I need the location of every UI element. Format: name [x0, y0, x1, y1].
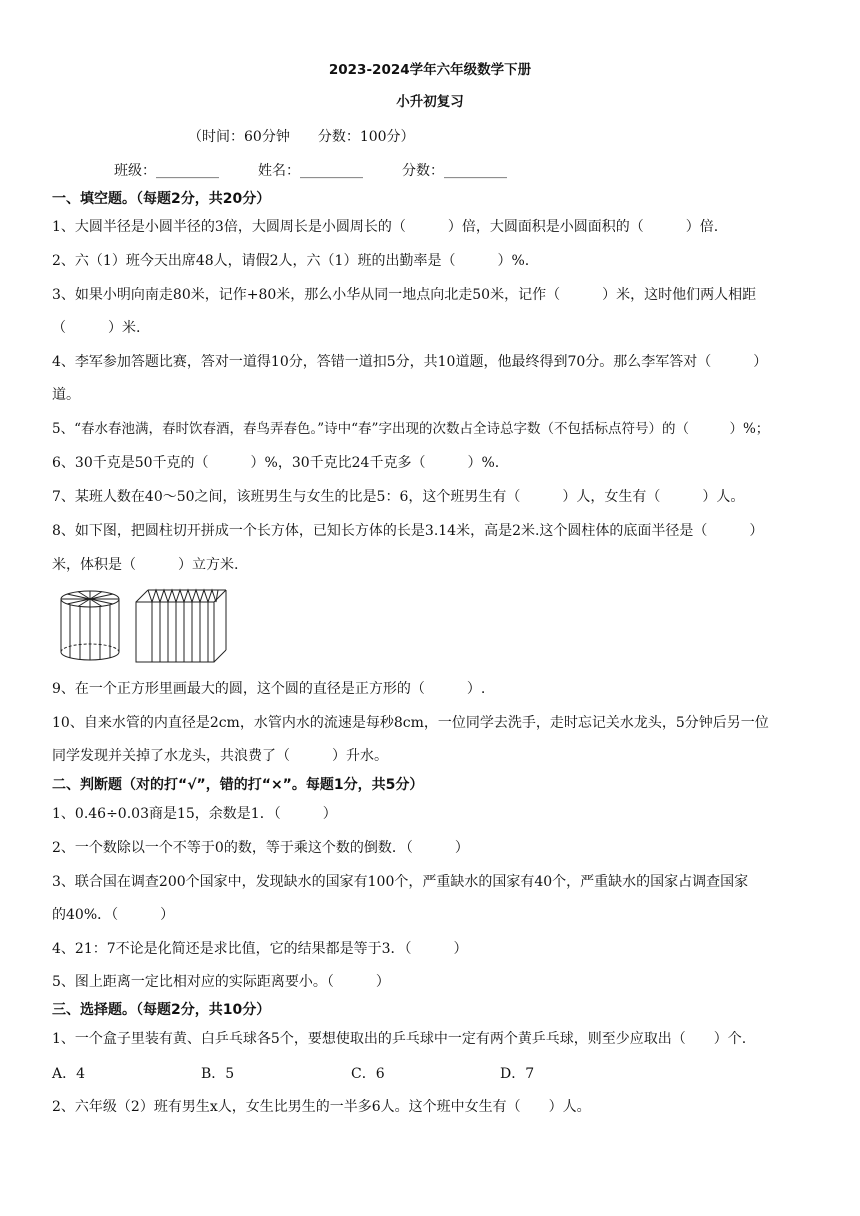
name-field: 姓名：_________	[258, 163, 363, 179]
s3-q1-option-c: C．6	[351, 1066, 385, 1082]
s3-question-2: 2、六年级（2）班有男生x人，女生比男生的一半多6人。这个班中女生有（ ）人。	[52, 1099, 591, 1115]
s1-question-5: 5、“春水春池满，春时饮春酒，春鸟弄春色。”诗中“春”字出现的次数占全诗总字数（不包括标点符号）的（ ）%；	[52, 421, 770, 437]
class-field: 班级：_________	[114, 163, 219, 179]
s1-question-8: 8、如下图，把圆柱切开拼成一个长方体，已知长方体的长是3.14米，高是2米.这个圆柱体的底面半径是（ ）	[52, 523, 764, 539]
s1-question-10-cont: 同学发现并关掉了水龙头，共浪费了（ ）升水。	[52, 748, 388, 764]
s1-question-4-cont: 道。	[52, 387, 80, 403]
s3-q1-option-b: B．5	[201, 1066, 235, 1082]
s2-question-4: 4、21：7不论是化简还是求比值，它的结果都是等于3．（ ）	[52, 941, 468, 957]
s1-question-3-cont: （ ）米.	[52, 320, 141, 336]
s1-question-9: 9、在一个正方形里画最大的圆，这个圆的直径是正方形的（ ）.	[52, 681, 486, 697]
s1-question-7: 7、某班人数在40～50之间，该班男生与女生的比是5：6，这个班男生有（ ）人，女生有（ ）人。	[52, 489, 745, 505]
page-subtitle: 小升初复习	[396, 94, 464, 110]
s2-question-3-cont: 的40%．（ ）	[52, 907, 175, 923]
time-score-info: （时间：60分钟 分数：100分）	[188, 129, 415, 145]
s1-question-2: 2、六（1）班今天出席48人，请假2人，六（1）班的出勤率是（ ）%.	[52, 253, 530, 269]
s3-q1-option-a: A．4	[52, 1066, 86, 1082]
s2-question-5: 5、图上距离一定比相对应的实际距离要小。（ ）	[52, 974, 390, 990]
s1-question-4: 4、李军参加答题比赛，答对一道得10分，答错一道扣5分，共10道题，他最终得到70分。那么李军答对（ ）	[52, 354, 768, 370]
section-1-heading: 一、填空题。（每题2分，共20分）	[52, 191, 271, 207]
s1-question-1: 1、大圆半径是小圆半径的3倍，大圆周长是小圆周长的（ ）倍，大圆面积是小圆面积的（ ）倍.	[52, 219, 719, 235]
s1-question-8-cont: 米，体积是（ ）立方米.	[52, 557, 239, 573]
cylinder-figure	[58, 588, 122, 666]
page-title: 2023-2024学年六年级数学下册	[328, 62, 532, 78]
score-field: 分数：_________	[402, 163, 507, 179]
section-2-heading: 二、判断题（对的打“√”，错的打“×”。每题1分，共5分）	[52, 777, 424, 793]
s3-q1-option-d: D．7	[500, 1066, 535, 1082]
s1-question-3: 3、如果小明向南走80米，记作+80米，那么小华从同一地点向北走50米，记作（ ）米，这时他们两人相距	[52, 287, 757, 303]
s3-question-1: 1、一个盒子里装有黄、白乒乓球各5个，要想使取出的乒乓球中一定有两个黄乒乓球，则至少应取出（ ）个.	[52, 1031, 747, 1047]
cuboid-figure	[132, 586, 230, 666]
section-3-heading: 三、选择题。（每题2分，共10分）	[52, 1002, 271, 1018]
s2-question-2: 2、一个数除以一个不等于0的数，等于乘这个数的倒数．（ ）	[52, 840, 469, 856]
s1-question-6: 6、30千克是50千克的（ ）%，30千克比24千克多（ ）%.	[52, 455, 500, 471]
s2-question-3: 3、联合国在调查200个国家中，发现缺水的国家有100个，严重缺水的国家有40个，严重缺水的国家占调查国家	[52, 874, 749, 890]
s2-question-1: 1、0.46÷0.03商是15，余数是1．（ ）	[52, 806, 337, 822]
s1-question-10: 10、自来水管的内直径是2cm，水管内水的流速是每秒8cm，一位同学去洗手，走时忘记关水龙头，5分钟后另一位	[52, 715, 769, 731]
